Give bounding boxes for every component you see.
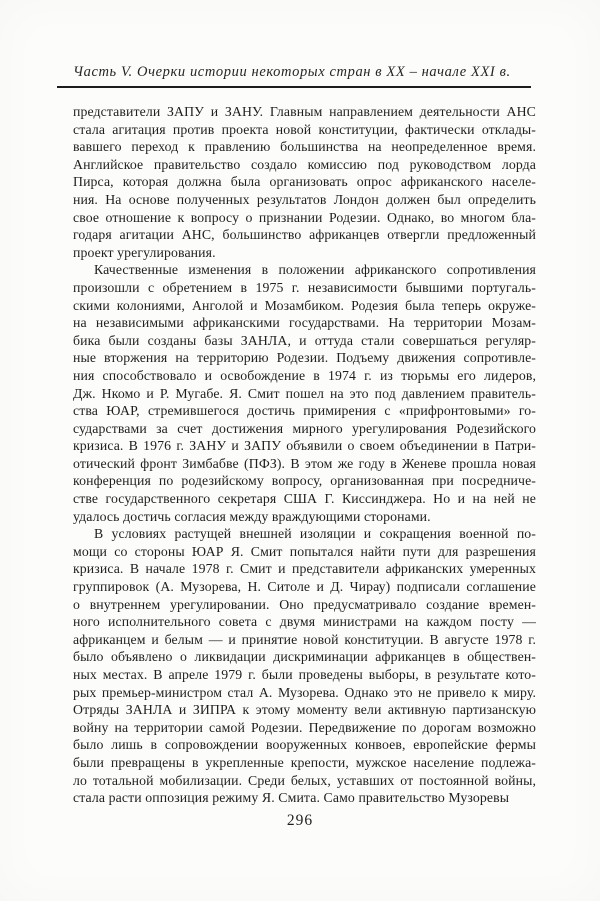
page-text	[73, 103, 536, 807]
text-line: бика были созданы базы ЗАНЛА, и оттуда стали совершаться регуляр-	[73, 332, 536, 348]
text-line: кризиса. В 1976 г. ЗАНУ и ЗАПУ объявили о своем объединении в Патри-	[73, 438, 536, 454]
text-line: стве государственного секретаря США Г. Киссинджера. Но и на ней не	[73, 491, 536, 507]
text-line: Качественные изменения в положении африканского сопротивления	[94, 262, 536, 278]
text-line: конференция по родезийскому вопросу, организованная при посредниче-	[73, 473, 536, 489]
text-line: ного исполнительного совета с двумя министрами на каждом посту —	[73, 614, 536, 630]
text-line: ния способствовало и освобождение в 1974 г. из тюрьмы его лидеров,	[73, 367, 536, 383]
text-line: Английское правительство создало комиссию под руководством лорда	[73, 156, 536, 172]
text-line: стала расти оппозиция режиму Я. Смита. Само правительство Музоревы	[73, 790, 510, 806]
text-line: проект урегулирования.	[73, 244, 216, 260]
text-line: рых премьер-министром стал А. Музорева. Однако это не привело к миру.	[73, 684, 536, 700]
text-line: группировок (А. Музорева, Н. Ситоле и Д. Чирау) подписали соглашение	[73, 579, 536, 595]
text-line: отический фронт Зимбабве (ПФЗ). В этом же году в Женеве прошла новая	[73, 455, 536, 471]
text-line: Дж. Нкомо и Р. Мугабе. Я. Смит пошел на это под давлением правитель-	[73, 385, 536, 401]
text-line: о внутреннем урегулировании. Оно предусматривало создание времен-	[73, 596, 536, 612]
text-line: В условиях растущей внешней изоляции и сокращения военной по-	[94, 526, 536, 542]
running-header	[57, 64, 531, 88]
text-line: вавшего переход к правлению большинства на неопределенное время.	[73, 139, 536, 155]
page-number: 296	[286, 812, 314, 829]
text-line: скими колониями, Анголой и Мозамбиком. Родезия была теперь окруже-	[73, 297, 536, 313]
text-line: годаря агитации АНС, большинство африканцев отвергли предложенный	[73, 227, 536, 243]
text-line: представители ЗАПУ и ЗАНУ. Главным направлением деятельности АНС	[73, 104, 536, 119]
chapter-header-text: Часть V. Очерки истории некоторых стран в XX – начале XXI в.	[73, 64, 511, 80]
text-line: ния. На основе полученных результатов Лондон должен был определить	[73, 191, 536, 207]
text-line: африканцем и белым — и принятие новой конституции. В августе 1978 г.	[73, 631, 536, 647]
text-line: ло тотальной мобилизации. Среди белых, уставших от постоянной войны,	[73, 772, 536, 788]
text-line: произошли с обретением в 1975 г. независимости бывшими португаль-	[73, 279, 536, 295]
text-line: стала агитация против проекта новой конституции, фактически отклады-	[73, 121, 536, 137]
text-line: свое отношение к вопросу о признании Родезии. Однако, во многом бла-	[73, 209, 536, 225]
text-line: удалось достичь согласия между враждующими сторонами.	[73, 508, 431, 524]
text-line: Пирса, которая должна была организовать опрос африканского населе-	[73, 174, 536, 190]
text-line: кризиса. В начале 1978 г. Смит и представители африканских умеренных	[73, 561, 536, 577]
text-line: мощи со стороны ЮАР Я. Смит попытался найти пути для разрешения	[73, 543, 536, 559]
text-line: ных местах. В апреле 1979 г. были проведены выборы, в результате кото-	[73, 667, 536, 682]
text-line: войну на территории самой Родезии. Передвижение по дорогам возможно	[73, 719, 536, 735]
text-line: были превращены в укрепленные крепости, мужское население подлежа-	[73, 754, 536, 770]
text-line: было объявлено о ликвидации дискриминации африканцев в обществен-	[73, 649, 536, 665]
header-rule	[57, 86, 531, 88]
text-line: на независимыми африканскими государствами. На территории Мозам-	[73, 315, 536, 331]
text-line: ные вторжения на территорию Родезии. Подъему движения сопротивле-	[73, 350, 536, 366]
text-line: ства ЮАР, стремившегося достичь примирения с «прифронтовыми» го-	[73, 403, 536, 419]
text-line: Отряды ЗАНЛА и ЗИПРА к этому моменту вели активную партизанскую	[73, 702, 536, 718]
text-line: было лишь в сопровождении вооруженных конвоев, европейские фермы	[73, 737, 536, 753]
text-line: сударствами за счет достижения мирного урегулирования Родезийского	[73, 420, 536, 436]
